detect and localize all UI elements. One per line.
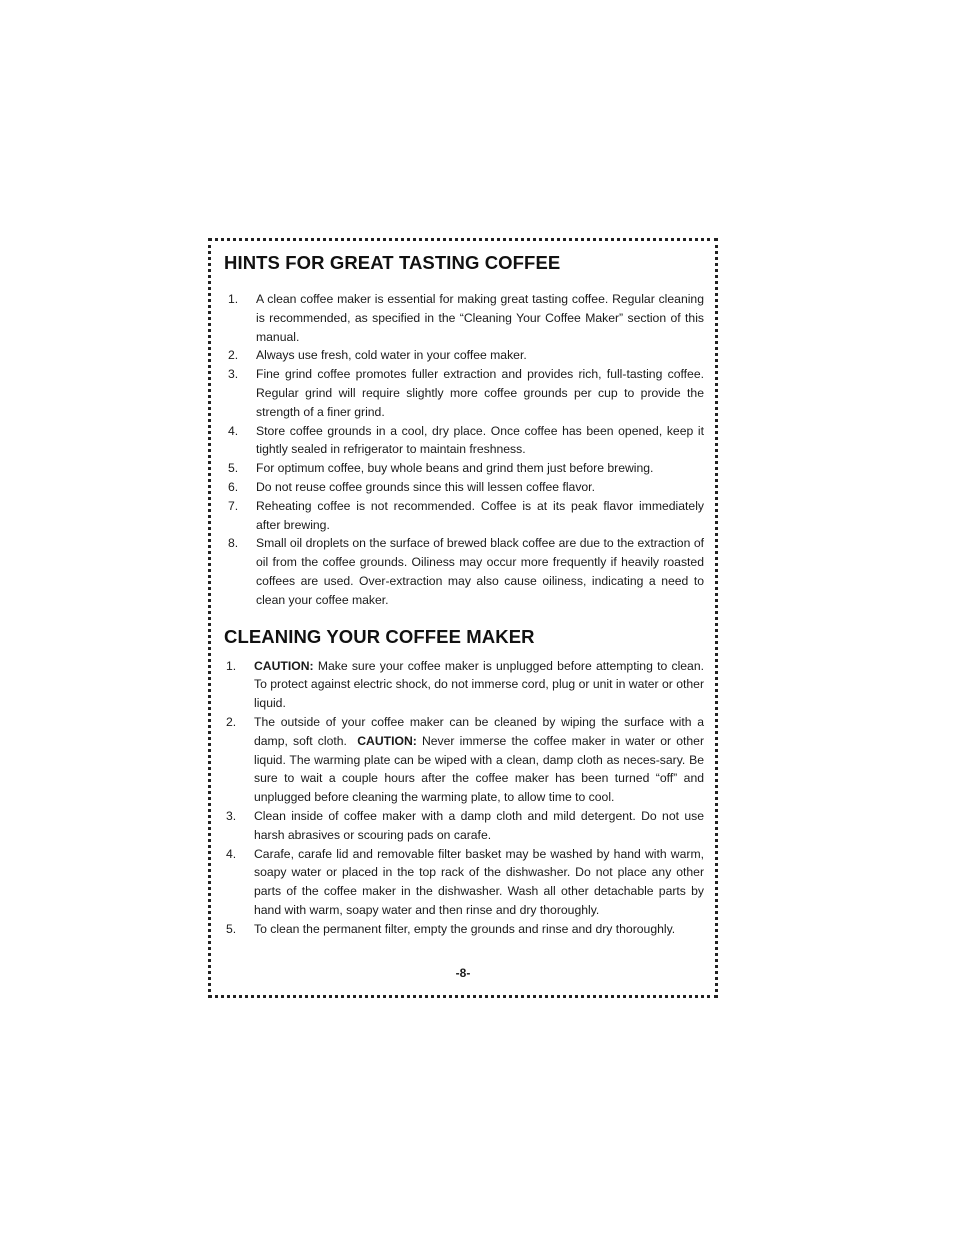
item-text: Never immerse the coffee maker in water or other liquid. The warming plate can be wiped with a clean, damp cloth as neces-sary. Be sure to wait a couple hours after the coffee maker has been turned “off” and unplugged before cleaning the warming plate, to allow time to cool. [254,733,705,805]
item-text: Store coffee grounds in a cool, dry place. Once coffee has been opened, keep it tightly sealed in refrigerator to maintain freshness. [256,423,704,457]
item-number: 8. [228,536,239,551]
item-text: Do not reuse coffee grounds since this will lessen coffee flavor. [256,479,595,494]
cleaning-list [224,657,704,939]
list-item [224,845,704,920]
item-number: 5. [226,921,237,936]
list-item [224,478,704,497]
item-text: Always use fresh, cold water in your coffee maker. [256,348,527,363]
caution-label: CAUTION: [254,658,314,673]
item-text: For optimum coffee, buy whole beans and grind them just before brewing. [256,461,654,476]
page-number: -8- [455,966,471,980]
list-item [224,713,704,807]
item-text: Clean inside of coffee maker with a damp cloth and mild detergent. Do not use harsh abrasives or scouring pads on carafe. [254,808,704,842]
item-number: 7. [228,498,239,513]
item-number: 4. [226,846,237,861]
list-item [224,290,704,346]
hints-list [224,290,704,610]
item-text: A clean coffee maker is essential for making great tasting coffee. Regular cleaning is recommended, as specified in the “Cleaning Your Coffee Maker” section of this manual. [256,292,704,344]
list-item [224,534,704,609]
hints-heading: HINTS FOR GREAT TASTING COFFEE [224,252,561,273]
item-text: Reheating coffee is not recommended. Coffee is at its peak flavor immediately after brewing. [256,498,704,532]
item-text: To clean the permanent filter, empty the grounds and rinse and dry thoroughly. [254,921,676,936]
page-content [224,250,704,939]
list-item [224,920,704,939]
item-number: 1. [226,658,237,673]
item-text: Small oil droplets on the surface of brewed black coffee are due to the extraction of oil from the coffee grounds. Oiliness may occur more frequently if heavily roasted coffees are used. Over-extraction may also cause oiliness, indicating a need to clean your coffee maker. [256,536,704,607]
list-item [224,657,704,713]
item-text: Fine grind coffee promotes fuller extraction and provides rich, full-tasting coffee. Regular grind will require slightly more coffee grounds per cup to provide the strength of a finer grind. [256,367,704,419]
item-number: 1. [228,292,239,306]
caution-label: CAUTION: [357,733,417,748]
item-number: 3. [228,367,239,382]
item-number: 3. [226,808,237,823]
list-item [224,497,704,535]
list-item [224,807,704,845]
item-number: 6. [228,479,239,494]
item-text: Carafe, carafe lid and removable filter basket may be washed by hand with warm, soapy water or placed in the top rack of the dishwasher. Do not place any other parts of the coffee maker in the dishwasher. Wash all other detachable parts by hand with warm, soapy water and then rinse and dry thoroughly. [254,846,704,917]
item-number: 2. [226,714,237,729]
item-text: Make sure your coffee maker is unplugged before attempting to clean. To protect against electric shock, do not immerse cord, plug or unit in water or other liquid. [254,658,704,711]
item-number: 4. [228,423,239,438]
item-text: The outside of your coffee maker can be cleaned by wiping the surface with a damp, soft cloth. [254,714,704,748]
list-item [224,346,704,365]
list-item [224,422,704,460]
list-item [224,459,704,478]
item-number: 2. [228,348,239,363]
cleaning-heading: CLEANING YOUR COFFEE MAKER [224,625,535,647]
item-number: 5. [228,461,239,476]
list-item [224,365,704,421]
